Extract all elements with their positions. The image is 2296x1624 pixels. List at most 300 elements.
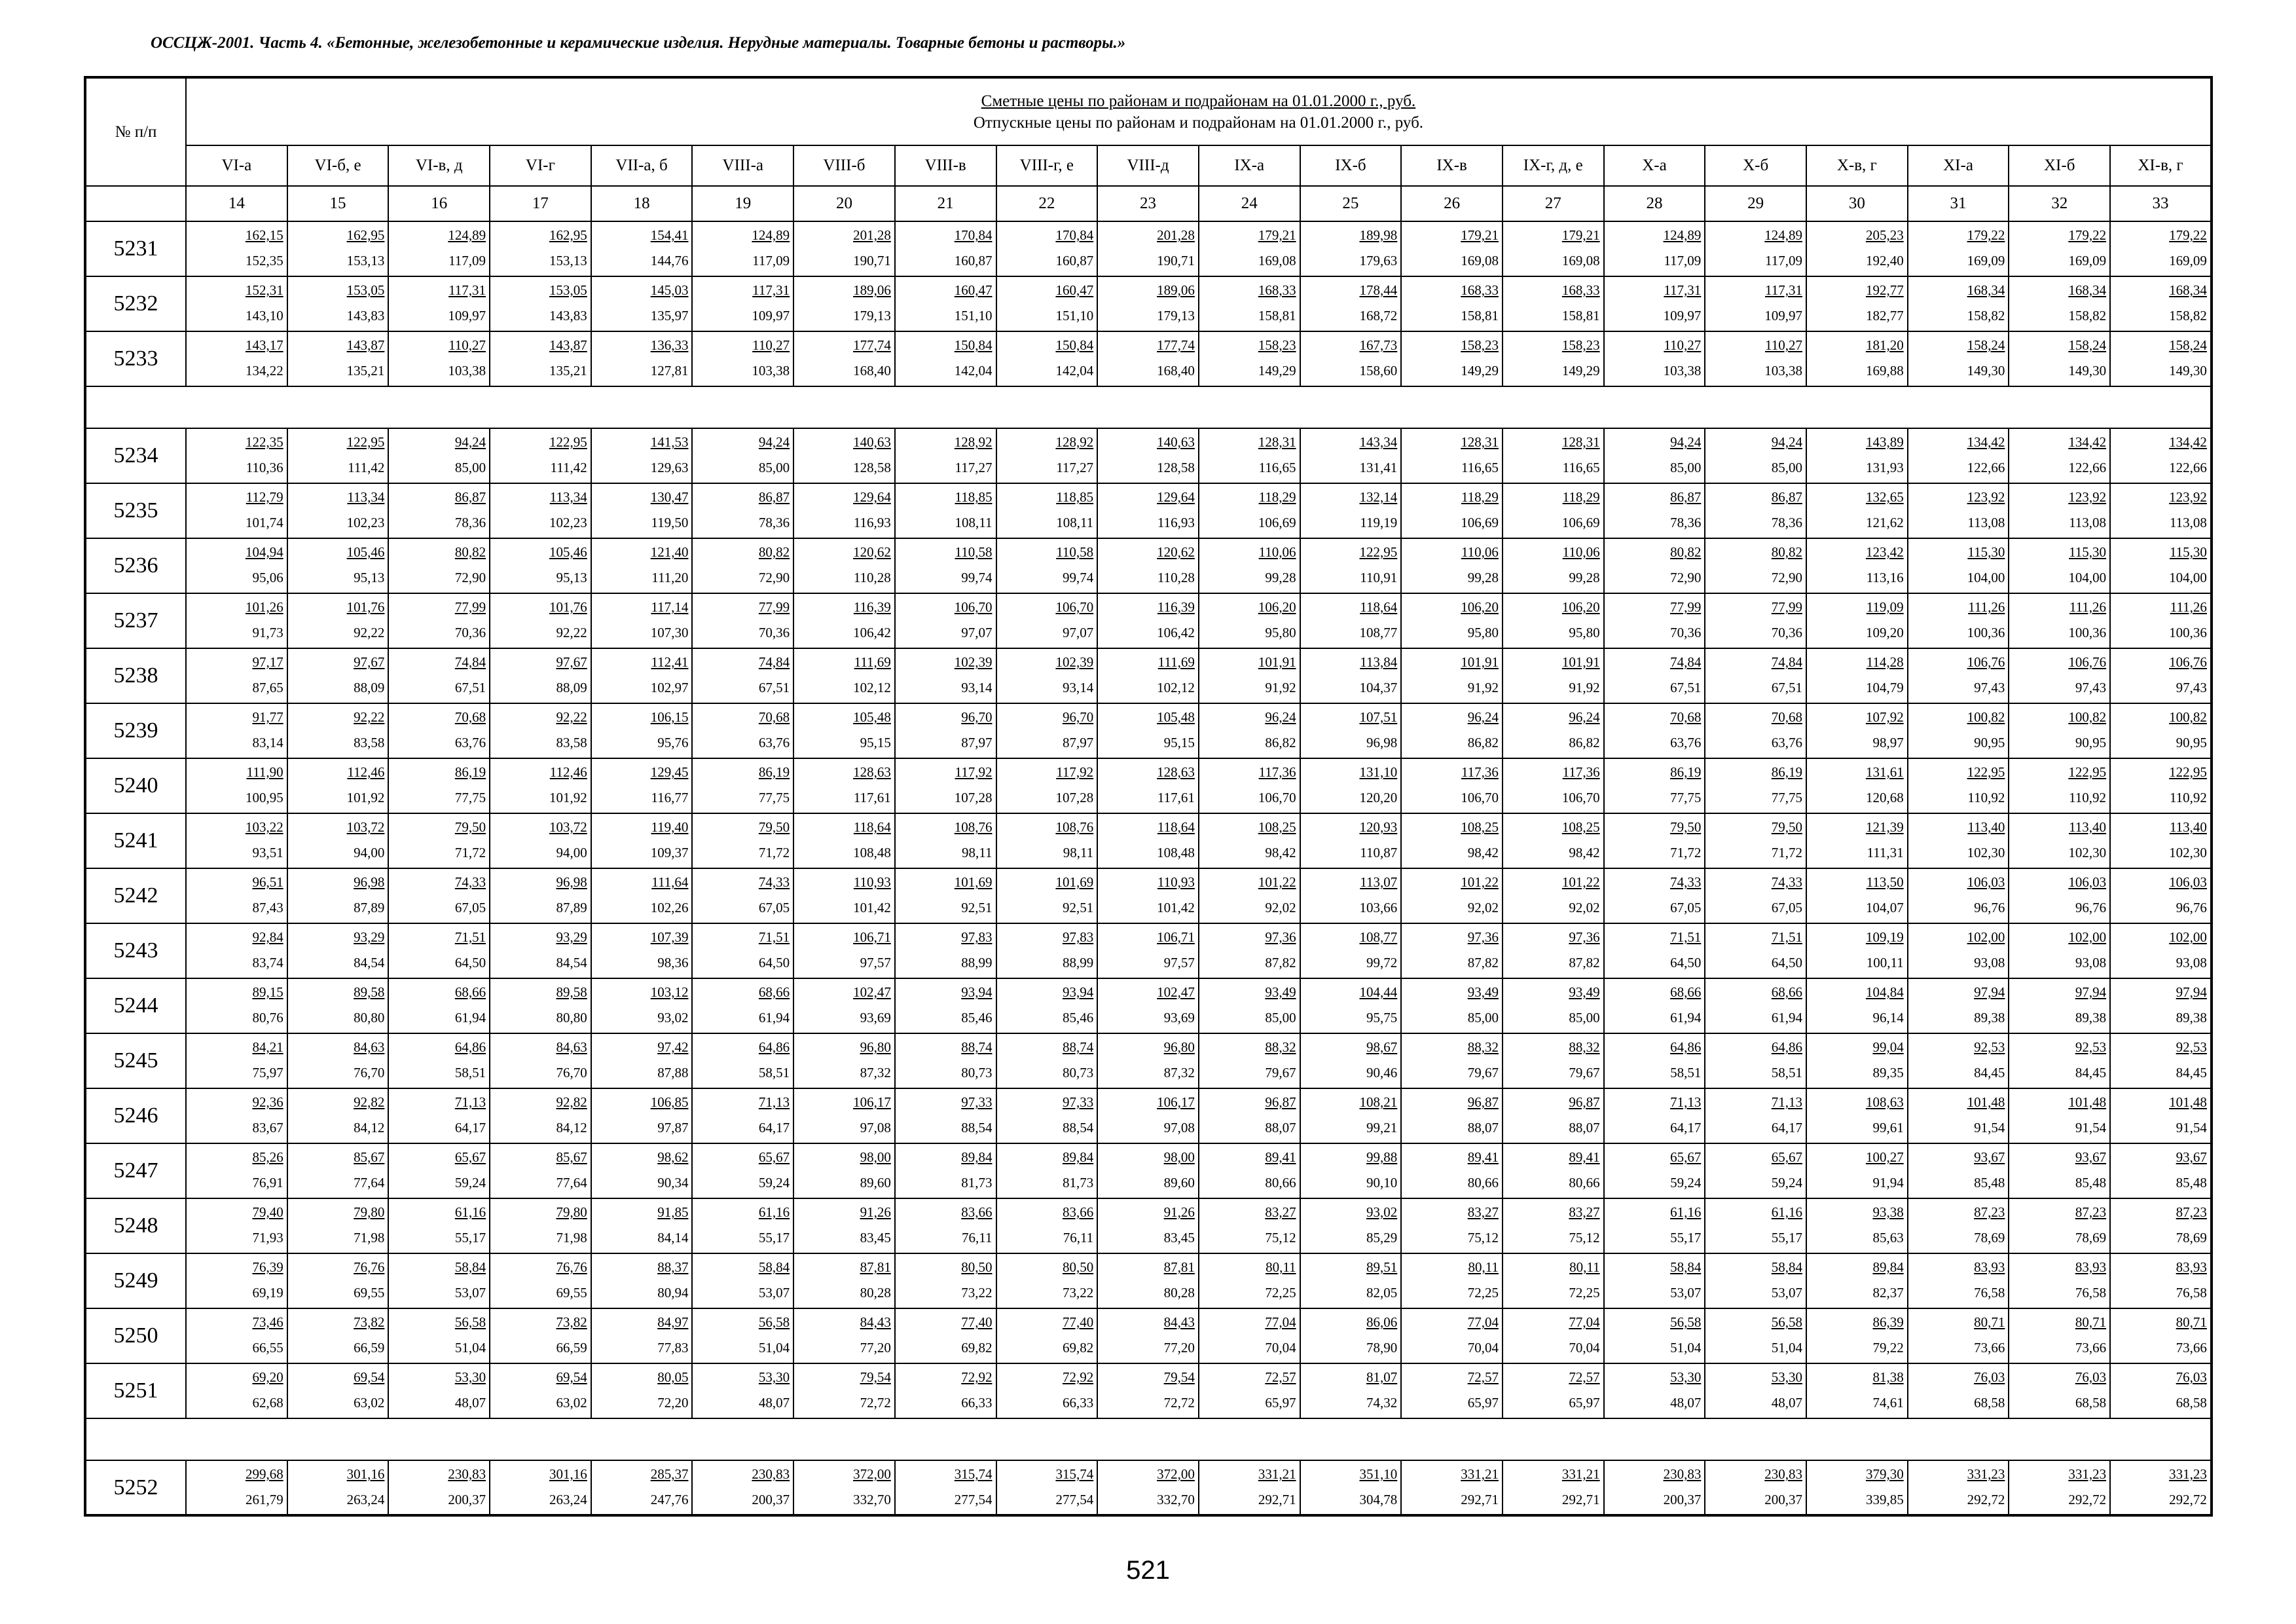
estimate-price: 97,42 — [657, 1039, 689, 1055]
price-cell — [1300, 331, 1402, 386]
release-price: 152,35 — [245, 253, 283, 268]
estimate-price: 117,92 — [1056, 764, 1094, 780]
column-number: 32 — [2009, 186, 2110, 221]
release-price: 149,30 — [2169, 363, 2207, 378]
estimate-price: 301,16 — [549, 1466, 587, 1482]
estimate-price: 143,89 — [1865, 434, 1904, 450]
price-cell — [1199, 648, 1300, 703]
price-cell — [1503, 1198, 1604, 1253]
price-cell — [1806, 538, 1908, 593]
estimate-price: 122,95 — [1967, 764, 2005, 780]
estimate-price: 111,90 — [246, 764, 283, 780]
release-price: 66,55 — [252, 1340, 283, 1356]
release-price: 77,75 — [1670, 790, 1702, 805]
price-cell — [186, 1253, 287, 1308]
release-price: 66,33 — [1062, 1395, 1094, 1411]
price-cell — [1806, 813, 1908, 868]
row-code: 5246 — [85, 1088, 186, 1143]
price-cell — [388, 703, 490, 758]
release-price: 88,99 — [1062, 955, 1094, 970]
estimate-price: 56,58 — [1771, 1314, 1802, 1330]
release-price: 84,14 — [657, 1230, 689, 1246]
price-cell — [287, 1308, 389, 1363]
release-price: 90,95 — [1974, 735, 2005, 750]
estimate-price: 74,33 — [1771, 874, 1802, 890]
price-cell — [287, 221, 389, 276]
estimate-price: 118,29 — [1461, 489, 1499, 505]
estimate-price: 64,86 — [758, 1039, 790, 1055]
release-price: 88,07 — [1569, 1120, 1600, 1135]
release-price: 71,72 — [1771, 845, 1802, 860]
release-price: 110,28 — [1157, 570, 1195, 585]
price-cell — [1097, 758, 1199, 813]
price-cell — [793, 538, 895, 593]
estimate-price: 117,36 — [1562, 764, 1600, 780]
release-price: 143,83 — [346, 308, 385, 323]
estimate-price: 89,41 — [1467, 1149, 1499, 1165]
release-price: 85,00 — [454, 460, 486, 475]
release-price: 53,07 — [758, 1285, 790, 1301]
estimate-price: 131,61 — [1865, 764, 1904, 780]
release-price: 90,95 — [2176, 735, 2207, 750]
price-cell — [287, 813, 389, 868]
estimate-price: 76,03 — [1974, 1369, 2005, 1385]
release-price: 76,91 — [252, 1175, 283, 1190]
estimate-price: 79,80 — [556, 1204, 587, 1220]
estimate-price: 93,67 — [2075, 1149, 2107, 1165]
estimate-price: 102,39 — [1055, 654, 1094, 670]
release-price: 106,42 — [1157, 625, 1195, 640]
estimate-price: 72,92 — [961, 1369, 993, 1385]
price-cell — [793, 1253, 895, 1308]
price-cell — [1705, 978, 1806, 1033]
release-price: 68,58 — [2176, 1395, 2207, 1411]
estimate-price: 99,04 — [1872, 1039, 1904, 1055]
price-cell — [1503, 703, 1604, 758]
release-price: 48,07 — [454, 1395, 486, 1411]
release-price: 79,67 — [1467, 1065, 1499, 1080]
price-cell — [1300, 1143, 1402, 1198]
release-price: 113,08 — [2069, 515, 2107, 530]
estimate-price: 134,42 — [1967, 434, 2005, 450]
release-price: 64,17 — [454, 1120, 486, 1135]
estimate-price: 181,20 — [1865, 337, 1904, 353]
price-cell — [996, 1308, 1098, 1363]
price-cell — [1503, 1460, 1604, 1515]
price-cell — [692, 1460, 793, 1515]
price-cell — [388, 648, 490, 703]
release-price: 84,12 — [556, 1120, 587, 1135]
estimate-price: 76,76 — [556, 1259, 587, 1275]
price-cell — [1908, 813, 2009, 868]
release-price: 99,28 — [1467, 570, 1499, 585]
release-price: 67,51 — [1670, 680, 1702, 695]
estimate-price: 85,67 — [354, 1149, 385, 1165]
estimate-price: 79,80 — [354, 1204, 385, 1220]
release-price: 53,07 — [454, 1285, 486, 1301]
price-cell — [1401, 1088, 1503, 1143]
price-cell — [591, 428, 693, 483]
estimate-price: 71,13 — [1670, 1094, 1702, 1110]
estimate-price: 109,19 — [1865, 929, 1904, 945]
estimate-price: 96,51 — [252, 874, 283, 890]
estimate-price: 73,82 — [354, 1314, 385, 1330]
release-price: 72,72 — [860, 1395, 891, 1411]
price-cell — [591, 1088, 693, 1143]
district-label: VIII-г, е — [996, 145, 1098, 186]
release-price: 73,66 — [2075, 1340, 2107, 1356]
price-cell — [1199, 703, 1300, 758]
price-cell — [186, 1363, 287, 1418]
release-price: 87,32 — [860, 1065, 891, 1080]
price-cell — [287, 1253, 389, 1308]
estimate-price: 132,14 — [1359, 489, 1398, 505]
price-cell — [2110, 923, 2212, 978]
district-label: VI-б, е — [287, 145, 389, 186]
price-cell — [388, 1033, 490, 1088]
release-price: 70,36 — [454, 625, 486, 640]
price-cell — [186, 221, 287, 276]
price-cell — [692, 1253, 793, 1308]
estimate-price: 162,15 — [245, 227, 283, 243]
estimate-price: 143,87 — [549, 337, 587, 353]
release-price: 277,54 — [954, 1492, 993, 1507]
release-price: 192,40 — [1865, 253, 1904, 268]
release-price: 179,13 — [853, 308, 891, 323]
estimate-price: 112,46 — [347, 764, 385, 780]
price-cell — [1097, 648, 1199, 703]
estimate-price: 83,27 — [1265, 1204, 1296, 1220]
price-cell — [1604, 703, 1705, 758]
price-cell — [287, 1033, 389, 1088]
estimate-price: 113,50 — [1866, 874, 1904, 890]
release-price: 168,72 — [1359, 308, 1398, 323]
table-row — [85, 978, 2212, 1033]
estimate-price: 122,95 — [1359, 544, 1398, 560]
release-price: 77,20 — [1163, 1340, 1195, 1356]
release-price: 106,69 — [1461, 515, 1499, 530]
price-cell — [1705, 1143, 1806, 1198]
estimate-price: 92,22 — [556, 709, 587, 725]
release-price: 63,76 — [758, 735, 790, 750]
estimate-price: 160,47 — [954, 282, 993, 298]
estimate-price: 97,94 — [2075, 984, 2107, 1000]
price-cell — [996, 428, 1098, 483]
release-price: 95,76 — [657, 735, 689, 750]
estimate-price: 134,42 — [2169, 434, 2207, 450]
table-row — [85, 331, 2212, 386]
estimate-price: 143,17 — [245, 337, 283, 353]
price-cell — [2009, 593, 2110, 648]
estimate-price: 86,87 — [454, 489, 486, 505]
estimate-price: 106,76 — [2169, 654, 2207, 670]
price-cell — [490, 1143, 591, 1198]
release-price: 76,58 — [1974, 1285, 2005, 1301]
release-price: 169,09 — [1967, 253, 2005, 268]
release-price: 63,76 — [1771, 735, 1802, 750]
price-cell — [1705, 1088, 1806, 1143]
price-cell — [591, 923, 693, 978]
release-price: 116,65 — [1461, 460, 1499, 475]
estimate-price: 83,93 — [2075, 1259, 2107, 1275]
estimate-price: 111,69 — [1157, 654, 1195, 670]
release-price: 128,58 — [853, 460, 891, 475]
release-price: 69,55 — [354, 1285, 385, 1301]
release-price: 106,70 — [1258, 790, 1296, 805]
estimate-price: 64,86 — [454, 1039, 486, 1055]
release-price: 149,30 — [2068, 363, 2107, 378]
estimate-price: 98,62 — [657, 1149, 689, 1165]
estimate-price: 106,85 — [650, 1094, 689, 1110]
price-cell — [2009, 648, 2110, 703]
price-cell — [895, 703, 996, 758]
estimate-price: 96,80 — [1163, 1039, 1195, 1055]
price-cell — [1300, 1460, 1402, 1515]
price-cell — [996, 1198, 1098, 1253]
price-cell — [895, 1143, 996, 1198]
estimate-price: 97,83 — [1062, 929, 1094, 945]
release-price: 103,38 — [752, 363, 790, 378]
release-price: 77,64 — [354, 1175, 385, 1190]
release-price: 88,07 — [1467, 1120, 1499, 1135]
release-price: 88,07 — [1265, 1120, 1296, 1135]
price-cell — [1401, 813, 1503, 868]
estimate-price: 108,25 — [1561, 819, 1600, 835]
table-row — [85, 276, 2212, 331]
release-price: 59,24 — [1771, 1175, 1802, 1190]
release-price: 87,32 — [1163, 1065, 1195, 1080]
estimate-price: 91,85 — [657, 1204, 689, 1220]
release-price: 72,25 — [1265, 1285, 1296, 1301]
estimate-price: 96,87 — [1467, 1094, 1499, 1110]
price-cell — [2009, 1363, 2110, 1418]
price-cell — [2110, 813, 2212, 868]
district-label: IX-г, д, е — [1503, 145, 1604, 186]
estimate-price: 92,53 — [1974, 1039, 2005, 1055]
column-number: 22 — [996, 186, 1098, 221]
district-label: VIII-б — [793, 145, 895, 186]
release-price: 75,12 — [1569, 1230, 1600, 1246]
release-price: 92,02 — [1467, 900, 1499, 915]
price-cell — [287, 868, 389, 923]
release-price: 81,73 — [1062, 1175, 1094, 1190]
price-cell — [1908, 1088, 2009, 1143]
estimate-price: 105,48 — [1157, 709, 1195, 725]
estimate-price: 76,03 — [2176, 1369, 2207, 1385]
price-cell — [1097, 1308, 1199, 1363]
price-cell — [388, 221, 490, 276]
price-cell — [186, 813, 287, 868]
release-price: 104,00 — [2169, 570, 2207, 585]
release-price: 168,40 — [1157, 363, 1195, 378]
estimate-price: 110,93 — [1157, 874, 1195, 890]
release-price: 80,66 — [1569, 1175, 1600, 1190]
price-cell — [287, 1143, 389, 1198]
release-price: 72,90 — [758, 570, 790, 585]
price-cell — [996, 758, 1098, 813]
price-cell — [591, 1308, 693, 1363]
price-cell — [1806, 648, 1908, 703]
release-price: 98,42 — [1265, 845, 1296, 860]
estimate-price: 118,64 — [853, 819, 891, 835]
estimate-price: 88,32 — [1467, 1039, 1499, 1055]
estimate-price: 72,57 — [1467, 1369, 1499, 1385]
release-price: 63,76 — [1670, 735, 1702, 750]
estimate-price: 106,17 — [853, 1094, 891, 1110]
price-cell — [1503, 1088, 1604, 1143]
estimate-price: 108,63 — [1865, 1094, 1904, 1110]
price-cell — [895, 923, 996, 978]
estimate-price: 74,33 — [1670, 874, 1702, 890]
price-cell — [2110, 1253, 2212, 1308]
release-price: 109,97 — [448, 308, 486, 323]
price-cell — [1097, 813, 1199, 868]
table-row — [85, 1143, 2212, 1198]
price-cell — [2009, 923, 2110, 978]
estimate-price: 123,92 — [1967, 489, 2005, 505]
table-row — [85, 538, 2212, 593]
release-price: 78,69 — [2176, 1230, 2207, 1246]
estimate-price: 110,06 — [1562, 544, 1600, 560]
estimate-price: 106,15 — [650, 709, 689, 725]
table-row — [85, 483, 2212, 538]
price-cell — [1300, 758, 1402, 813]
price-cell — [1908, 221, 2009, 276]
price-cell — [1908, 483, 2009, 538]
column-number: 23 — [1097, 186, 1199, 221]
release-price: 65,97 — [1467, 1395, 1499, 1411]
price-cell — [996, 813, 1098, 868]
district-label: VI-а — [186, 145, 287, 186]
estimate-price: 101,91 — [1461, 654, 1499, 670]
price-cell — [692, 331, 793, 386]
estimate-price: 87,81 — [1163, 1259, 1195, 1275]
price-cell — [895, 428, 996, 483]
price-cell — [1199, 923, 1300, 978]
price-cell — [1097, 1088, 1199, 1143]
release-price: 87,65 — [252, 680, 283, 695]
price-cell — [186, 593, 287, 648]
spacer-row — [85, 386, 2212, 428]
price-cell — [1401, 483, 1503, 538]
price-cell — [1806, 483, 1908, 538]
release-price: 83,58 — [354, 735, 385, 750]
release-price: 80,28 — [1163, 1285, 1195, 1301]
price-cell — [1705, 868, 1806, 923]
price-cell — [2110, 538, 2212, 593]
price-cell — [1401, 1198, 1503, 1253]
release-price: 292,72 — [2068, 1492, 2107, 1507]
price-cell — [692, 868, 793, 923]
estimate-price: 143,87 — [346, 337, 385, 353]
estimate-price: 101,69 — [1055, 874, 1094, 890]
table-row — [85, 221, 2212, 276]
release-price: 69,82 — [1062, 1340, 1094, 1356]
release-price: 59,24 — [758, 1175, 790, 1190]
price-cell — [1806, 758, 1908, 813]
price-cell — [895, 1033, 996, 1088]
price-cell — [388, 593, 490, 648]
price-caption — [186, 77, 2212, 145]
release-price: 78,69 — [1974, 1230, 2005, 1246]
release-price: 122,66 — [2068, 460, 2107, 475]
price-cell — [287, 483, 389, 538]
release-price: 97,07 — [961, 625, 993, 640]
release-price: 88,09 — [354, 680, 385, 695]
estimate-price: 77,04 — [1265, 1314, 1296, 1330]
estimate-price: 230,83 — [448, 1466, 486, 1482]
release-price: 72,25 — [1467, 1285, 1499, 1301]
price-cell — [1908, 1363, 2009, 1418]
estimate-price: 69,54 — [556, 1369, 587, 1385]
price-cell — [1401, 331, 1503, 386]
release-price: 53,07 — [1670, 1285, 1702, 1301]
release-price: 65,97 — [1265, 1395, 1296, 1411]
price-cell — [1401, 221, 1503, 276]
district-label: IX-а — [1199, 145, 1300, 186]
price-cell — [186, 1198, 287, 1253]
price-cell — [1604, 1143, 1705, 1198]
estimate-price: 108,77 — [1359, 929, 1398, 945]
release-price: 80,73 — [961, 1065, 993, 1080]
release-price: 93,51 — [252, 845, 283, 860]
estimate-price: 112,46 — [549, 764, 587, 780]
estimate-price: 85,67 — [556, 1149, 587, 1165]
release-price: 116,93 — [1157, 515, 1195, 530]
estimate-price: 101,91 — [1561, 654, 1600, 670]
price-cell — [490, 483, 591, 538]
price-cell — [692, 483, 793, 538]
estimate-price: 201,28 — [1157, 227, 1195, 243]
price-cell — [1401, 1308, 1503, 1363]
price-cell — [996, 1033, 1098, 1088]
release-price: 292,71 — [1461, 1492, 1499, 1507]
price-cell — [388, 276, 490, 331]
release-price: 179,63 — [1359, 253, 1398, 268]
estimate-price: 128,31 — [1461, 434, 1499, 450]
price-cell — [692, 276, 793, 331]
release-price: 83,58 — [556, 735, 587, 750]
release-price: 98,42 — [1569, 845, 1600, 860]
estimate-price: 71,51 — [1771, 929, 1802, 945]
release-price: 77,64 — [556, 1175, 587, 1190]
release-price: 120,20 — [1359, 790, 1398, 805]
estimate-price: 111,26 — [2170, 599, 2207, 615]
release-price: 304,78 — [1359, 1492, 1398, 1507]
release-price: 72,72 — [1163, 1395, 1195, 1411]
release-price: 100,36 — [1967, 625, 2005, 640]
release-price: 71,72 — [1670, 845, 1702, 860]
estimate-price: 93,67 — [1974, 1149, 2005, 1165]
estimate-price: 106,03 — [2169, 874, 2207, 890]
estimate-price: 106,20 — [1258, 599, 1296, 615]
price-cell — [1806, 1088, 1908, 1143]
release-price: 84,54 — [556, 955, 587, 970]
price-cell — [490, 1033, 591, 1088]
price-cell — [793, 1088, 895, 1143]
release-price: 106,70 — [1461, 790, 1499, 805]
price-cell — [388, 1088, 490, 1143]
estimate-price: 118,85 — [1056, 489, 1094, 505]
release-price: 117,61 — [1157, 790, 1195, 805]
release-price: 69,55 — [556, 1285, 587, 1301]
price-cell — [287, 1363, 389, 1418]
release-price: 71,72 — [454, 845, 486, 860]
estimate-price: 102,00 — [2169, 929, 2207, 945]
price-cell — [186, 978, 287, 1033]
price-cell — [1503, 1308, 1604, 1363]
release-price: 87,89 — [354, 900, 385, 915]
